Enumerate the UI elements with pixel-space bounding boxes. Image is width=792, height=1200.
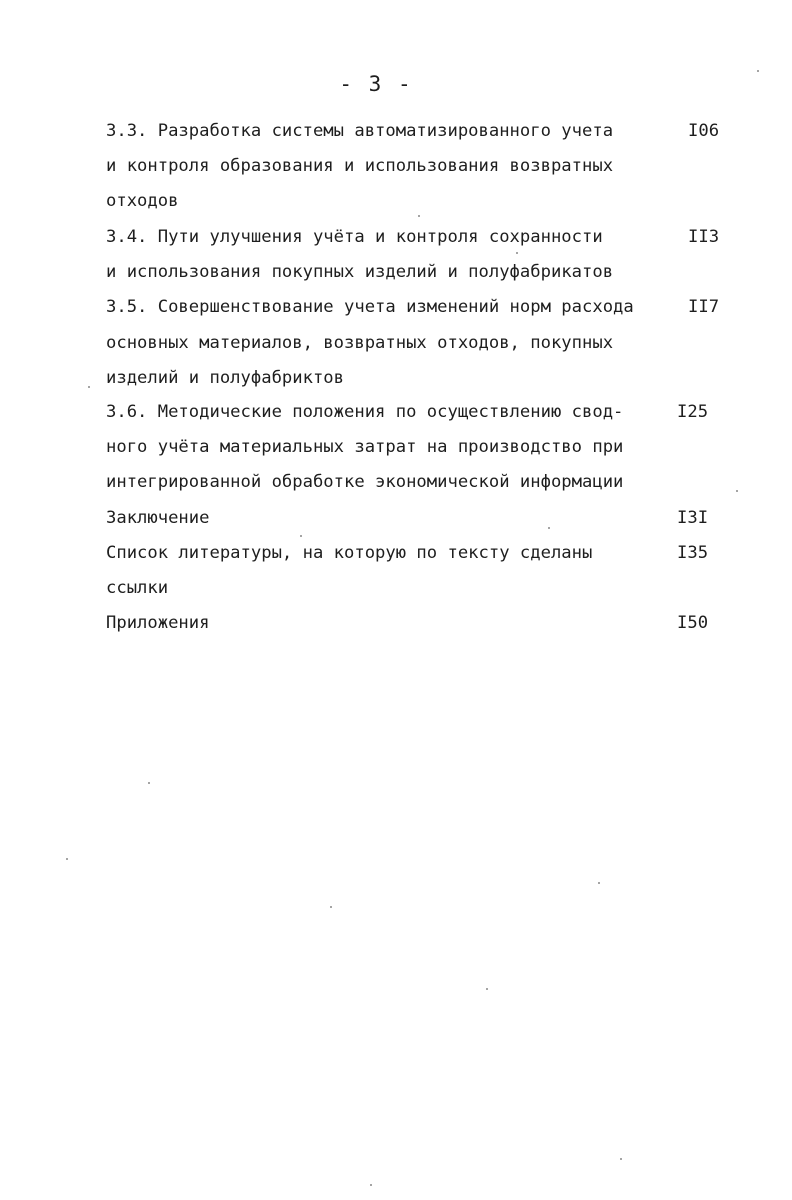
- scan-speck: [736, 490, 738, 492]
- toc-entry-line: ссылки: [106, 578, 169, 598]
- scan-speck: [620, 1158, 622, 1160]
- scan-speck: [418, 215, 420, 217]
- scan-speck: [516, 252, 518, 254]
- scan-speck: [300, 535, 302, 537]
- toc-page-ref: II7: [688, 297, 720, 317]
- toc-entry-line: и использования покупных изделий и полуфабрикатов: [106, 262, 614, 282]
- scan-speck: [148, 782, 150, 784]
- scan-speck: [88, 386, 90, 388]
- page-number: - 3 -: [339, 72, 413, 96]
- toc-entry-line: изделий и полуфабриктов: [106, 368, 344, 388]
- toc-entry-line: Приложения: [106, 613, 210, 633]
- toc-entry-line: 3.3. Разработка системы автоматизированного учета: [106, 121, 614, 141]
- toc-entry-line: интегрированной обработке экономической информации: [106, 472, 624, 492]
- toc-entry-line: 3.5. Совершенствование учета изменений норм расхода: [106, 297, 634, 317]
- toc-entry-line: Заключение: [106, 508, 210, 528]
- toc-entry-line: основных материалов, возвратных отходов, покупных: [106, 333, 614, 353]
- scan-speck: [330, 906, 332, 908]
- toc-page-ref: I06: [688, 121, 720, 141]
- toc-entry-line: 3.6. Методические положения по осуществлению свод-: [106, 402, 624, 422]
- toc-page-ref: I25: [677, 402, 709, 422]
- toc-page-ref: I3I: [677, 508, 709, 528]
- toc-page-ref: I35: [677, 543, 709, 563]
- toc-entry-line: 3.4. Пути улучшения учёта и контроля сохранности: [106, 227, 603, 247]
- scan-speck: [66, 858, 68, 860]
- toc-entry-line: ного учёта материальных затрат на производство при: [106, 437, 624, 457]
- toc-page-ref: II3: [688, 227, 720, 247]
- scan-speck: [598, 882, 600, 884]
- scan-speck: [370, 1184, 372, 1186]
- scan-speck: [548, 527, 550, 529]
- toc-page-ref: I50: [677, 613, 709, 633]
- toc-entry-line: Список литературы, на которую по тексту сделаны: [106, 543, 593, 563]
- toc-entry-line: отходов: [106, 191, 179, 211]
- toc-entry-line: и контроля образования и использования возвратных: [106, 156, 614, 176]
- scan-speck: [757, 70, 759, 72]
- scan-speck: [486, 988, 488, 990]
